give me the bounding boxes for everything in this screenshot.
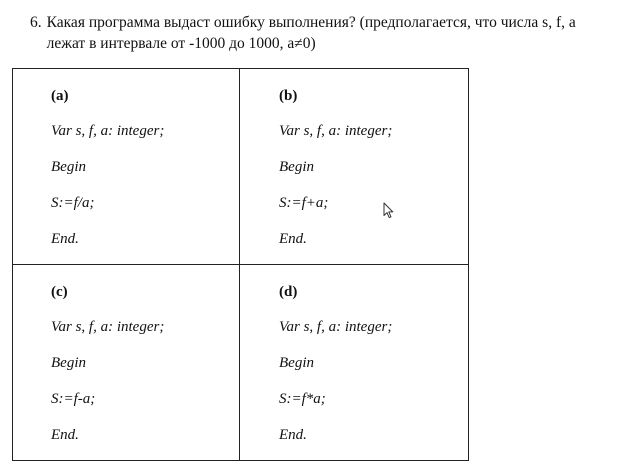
code-line: S:=f*a; bbox=[279, 391, 326, 407]
options-table bbox=[12, 68, 469, 461]
code-line: Begin bbox=[279, 355, 314, 371]
code-line: Var s, f, a: integer; bbox=[51, 123, 165, 139]
code-line: End. bbox=[279, 231, 307, 247]
code-line: Begin bbox=[51, 159, 86, 175]
code-line: Var s, f, a: integer; bbox=[279, 319, 393, 335]
option-label: (c) bbox=[51, 284, 68, 300]
option-b[interactable] bbox=[240, 69, 468, 265]
code-line: Begin bbox=[51, 355, 86, 371]
code-line: S:=f+a; bbox=[279, 195, 329, 211]
code-line: End. bbox=[51, 231, 79, 247]
code-line: End. bbox=[279, 427, 307, 443]
code-line: Begin bbox=[279, 159, 314, 175]
option-label: (d) bbox=[279, 284, 298, 300]
question-number: 6. bbox=[30, 14, 42, 31]
code-line: Var s, f, a: integer; bbox=[279, 123, 393, 139]
code-line: End. bbox=[51, 427, 79, 443]
option-c[interactable] bbox=[13, 265, 240, 460]
question bbox=[30, 12, 615, 54]
option-label: (a) bbox=[51, 88, 69, 104]
mouse-pointer-icon bbox=[383, 202, 394, 219]
option-a[interactable] bbox=[13, 69, 240, 265]
question-text: Какая программа выдаст ошибку выполнения? (предполагается, что числа s, f, a лежат в интервале от -1000 до 1000, a≠0) bbox=[46, 14, 576, 52]
code-line: Var s, f, a: integer; bbox=[51, 319, 165, 335]
code-line: S:=f/a; bbox=[51, 195, 95, 211]
option-label: (b) bbox=[279, 88, 298, 104]
code-line: S:=f-a; bbox=[51, 391, 96, 407]
option-d[interactable] bbox=[240, 265, 468, 460]
